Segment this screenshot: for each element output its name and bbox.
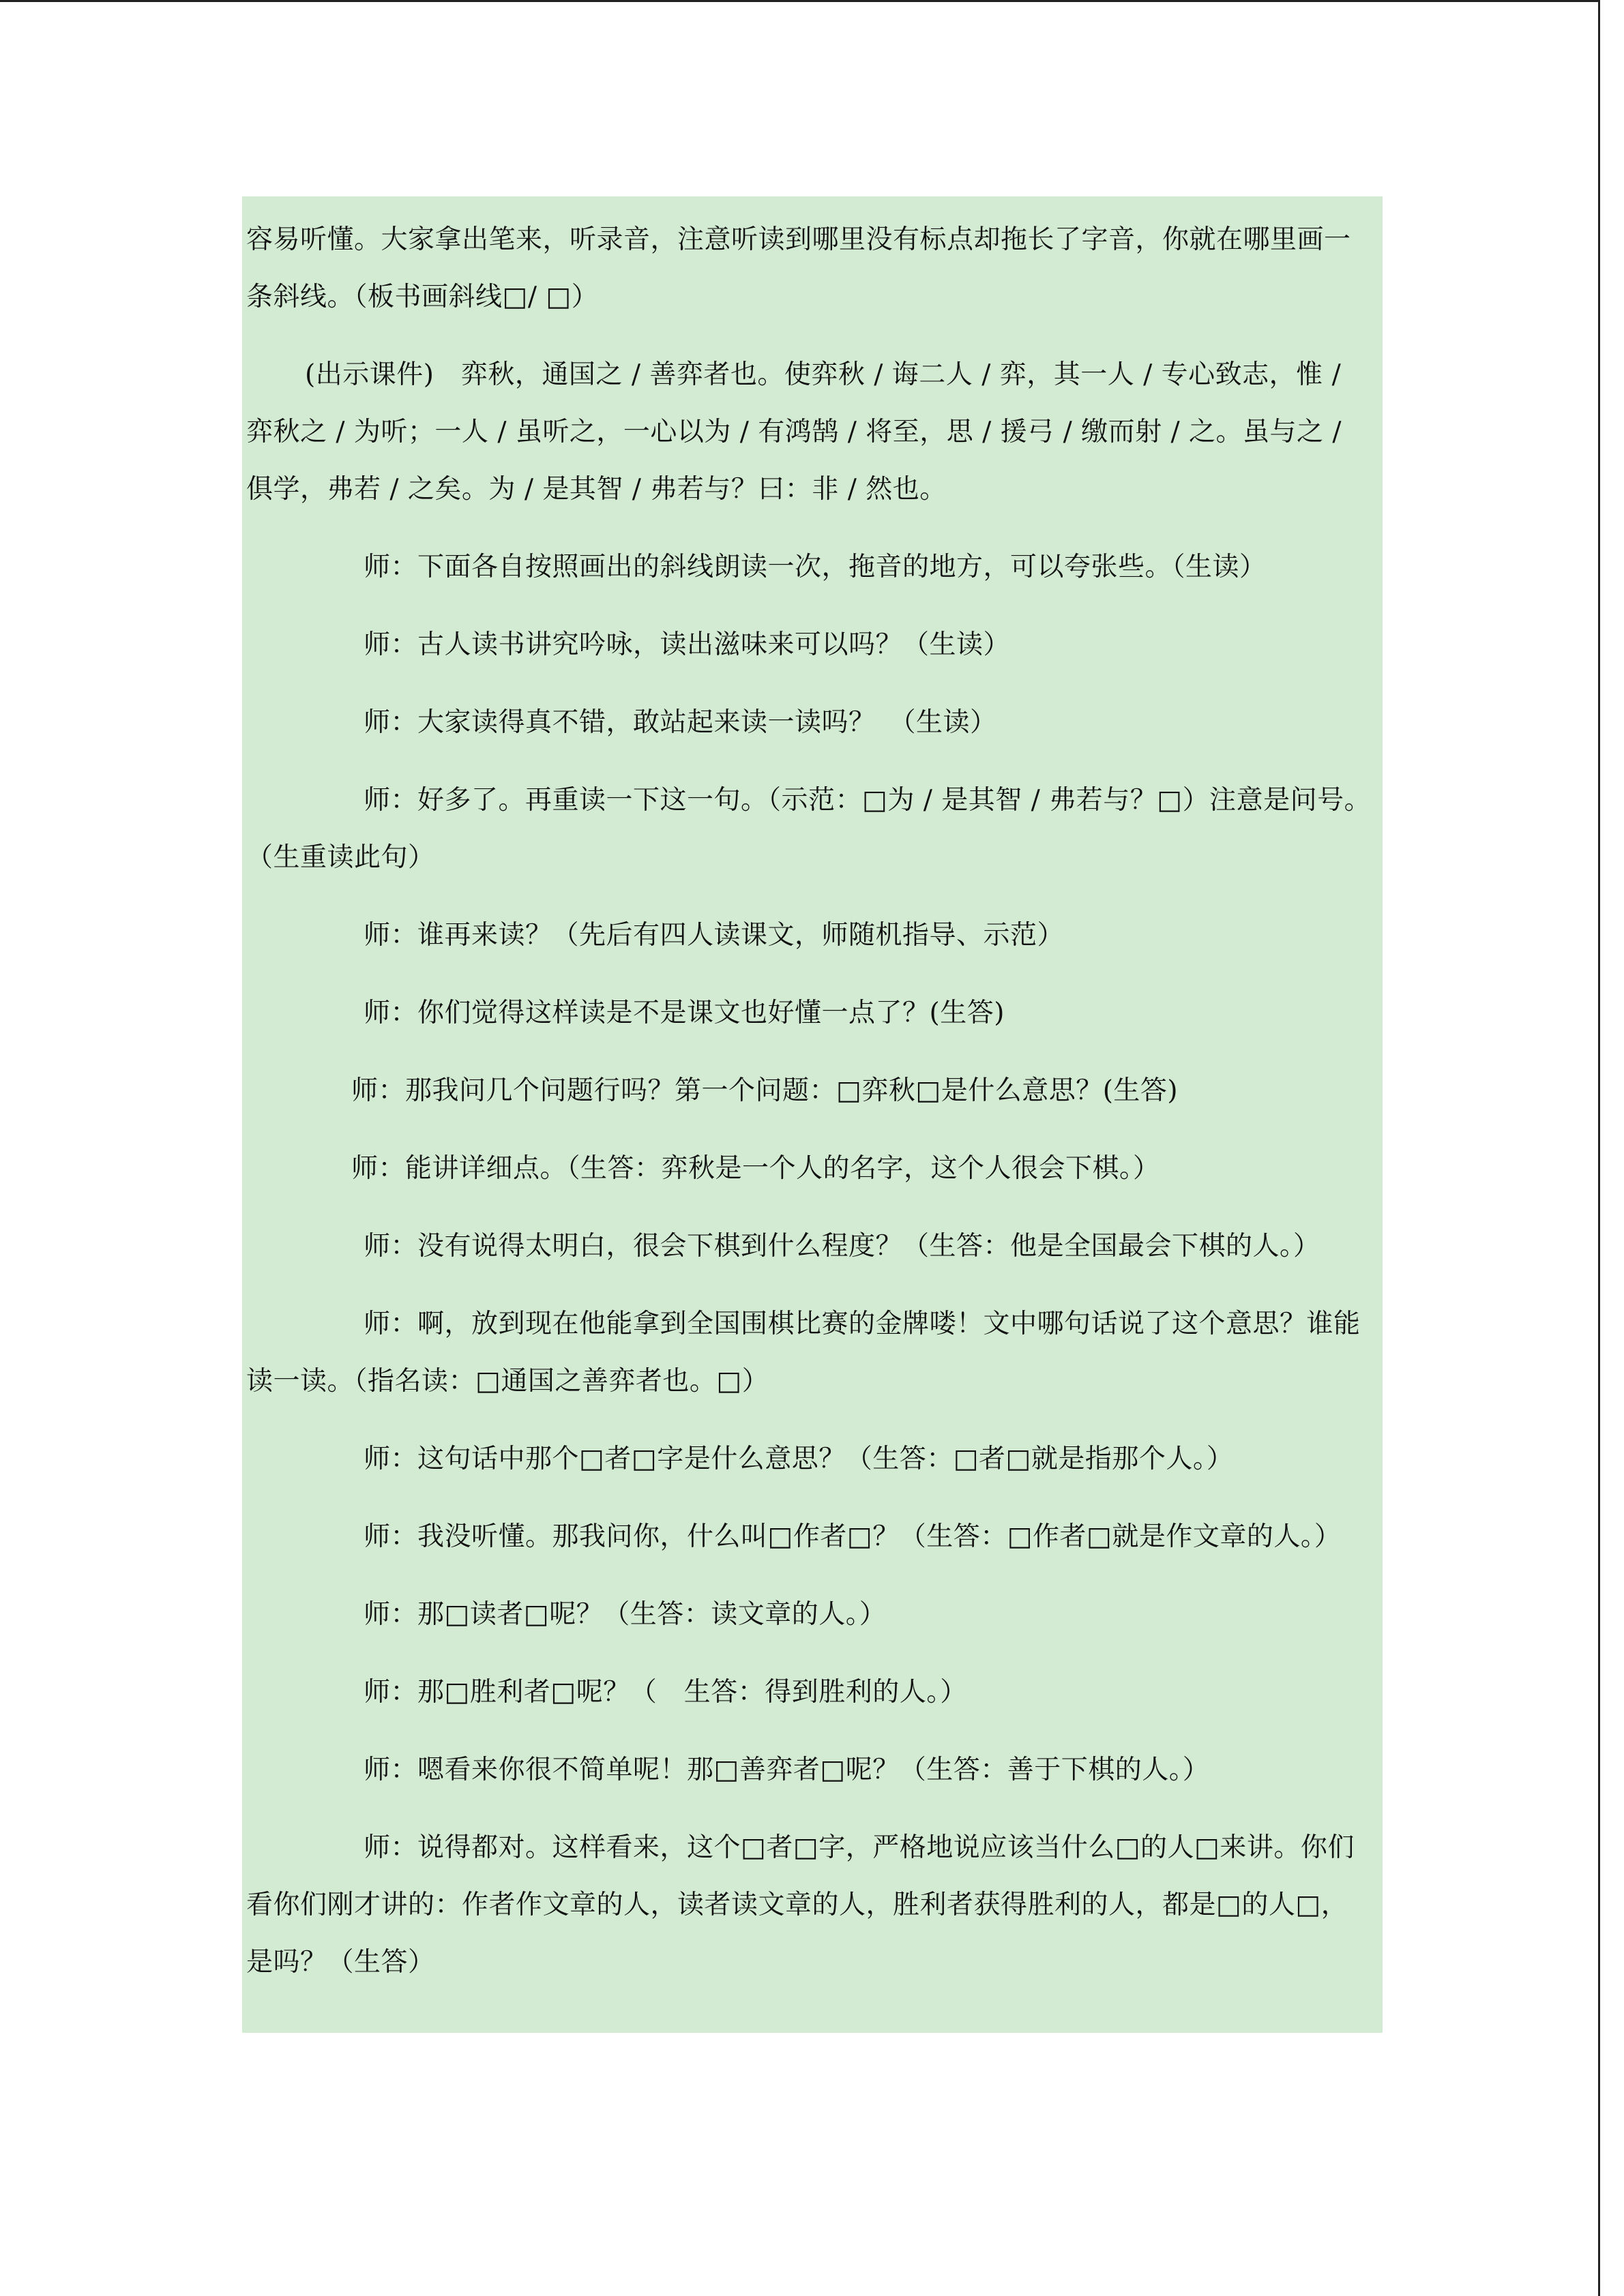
paragraph: 师：嗯看来你很不简单呢！那□善弈者□呢？（生答：善于下棋的人。） (364, 1755, 1210, 1785)
paragraph: 师：啊，放到现在他能拿到全国围棋比赛的金牌喽！文中哪句话说了这个意思？谁能读一读。（指名读：□通国之善弈者也。□） (246, 1309, 1361, 1397)
paragraph: 师：能讲详细点。（生答：弈秋是一个人的名字，这个人很会下棋。） (351, 1153, 1160, 1184)
paragraph: 师：好多了。再重读一下这一句。（示范：□为 / 是其智 / 弗若与？□）注意是问号。（生重读此句） (246, 785, 1372, 873)
highlighted-text-block (242, 196, 1383, 2033)
paragraph: 师：说得都对。这样看来，这个□者□字，严格地说应该当什么□的人□来讲。你们看你们刚才讲的：作者作文章的人，读者读文章的人，胜利者获得胜利的人，都是□的人□，是吗？（生答） (246, 1832, 1355, 1978)
paragraph: 师：没有说得太明白，很会下棋到什么程度？（生答：他是全国最会下棋的人。） (364, 1231, 1320, 1262)
paragraph: 师：下面各自按照画出的斜线朗读一次，拖音的地方，可以夸张些。（生读） (364, 552, 1267, 582)
paragraph: 师：这句话中那个□者□字是什么意思？（生答：□者□就是指那个人。） (364, 1444, 1234, 1474)
paragraph: 师：我没听懂。那我问你，什么叫□作者□？（生答：□作者□就是作文章的人。） (364, 1521, 1342, 1552)
paragraph: 容易听懂。大家拿出笔来，听录音，注意听读到哪里没有标点却拖长了字音，你就在哪里画一条斜线。（板书画斜线□/ □） (246, 224, 1351, 312)
paragraph: 师：古人读书讲究吟咏，读出滋味来可以吗？（生读） (364, 629, 1011, 660)
paragraph: 师：那我问几个问题行吗？第一个问题：□弈秋□是什么意思？(生答) (351, 1075, 1179, 1106)
paragraph: 师：那□胜利者□呢？（ 生答：得到胜利的人。） (364, 1677, 967, 1708)
paragraph: 师：谁再来读？（先后有四人读课文，师随机指导、示范） (364, 920, 1065, 951)
paragraph: 师：那□读者□呢？（生答：读文章的人。） (364, 1599, 887, 1630)
paragraph: 师：大家读得真不错，敢站起来读一读吗？ （生读） (364, 707, 997, 738)
paragraph: 师：你们觉得这样读是不是课文也好懂一点了？(生答) (364, 998, 1005, 1028)
paragraph: (出示课件) 弈秋，通国之 / 善弈者也。使弈秋 / 诲二人 / 弈，其一人 / 专心致志，惟 / 弈秋之 / 为听；一人 / 虽听之，一心以为 / 有鸿鹄 / 将至，思 / 援弓 / 缴而射 / 之。虽与之 / 俱学，弗若 / 之矣。为 / 是其智 / 弗若与？曰：非 / 然也。 (246, 359, 1342, 505)
